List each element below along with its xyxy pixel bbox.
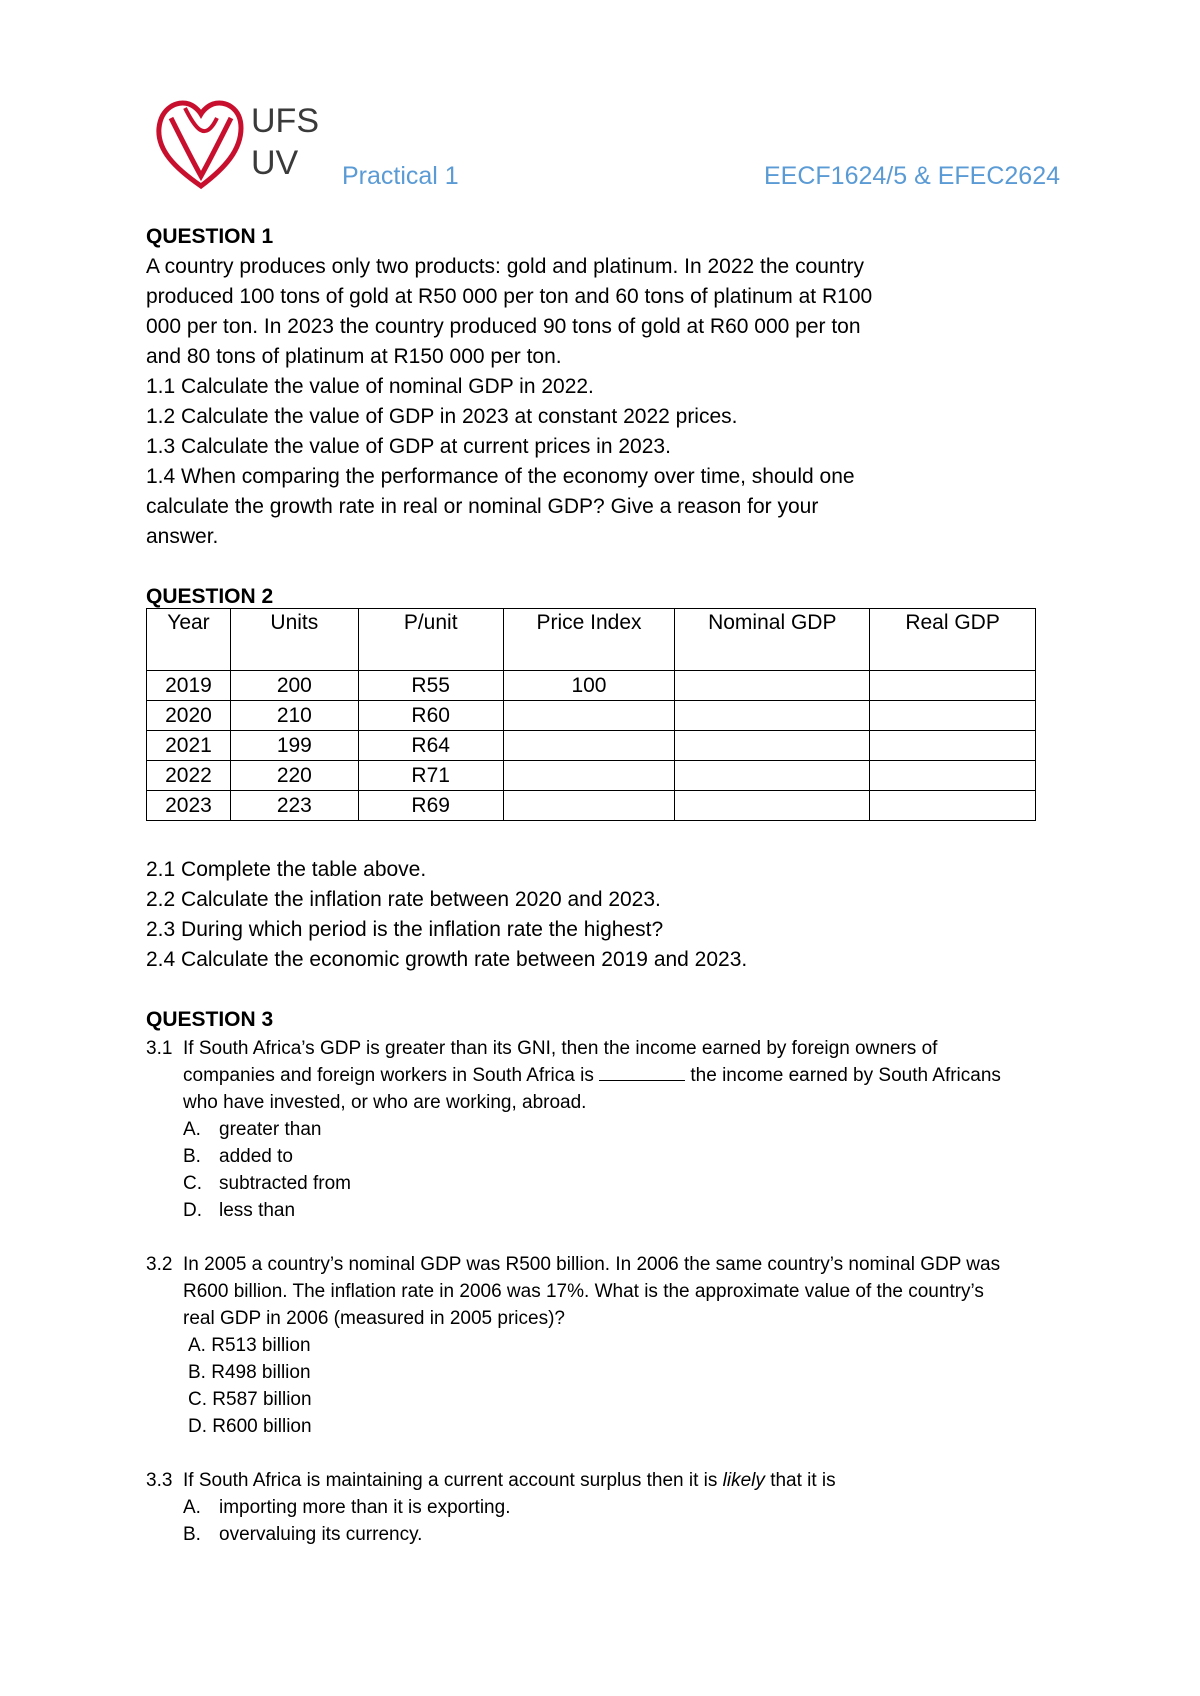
q3-3-text: that it is: [770, 1470, 836, 1491]
q3-3-stem: [146, 1467, 1086, 1494]
q3-1-line: who have invested, or who are working, abroad.: [183, 1092, 587, 1113]
table-cell: 2022: [147, 761, 231, 791]
q1-item-1-3: 1.3 Calculate the value of GDP at current prices in 2023.: [146, 435, 671, 458]
column-header-price-index: Price Index: [503, 609, 675, 671]
q1-intro-line: and 80 tons of platinum at R150 000 per ton.: [146, 345, 562, 368]
q3-2-option-d: D. R600 billion: [188, 1416, 312, 1437]
table-row: [147, 671, 1036, 701]
column-header-year: Year: [147, 609, 231, 671]
logo-text-ufs: UFS: [251, 102, 319, 140]
option-text: greater than: [219, 1119, 322, 1140]
question-2-heading: QUESTION 2: [146, 585, 274, 608]
table-header-row: [147, 609, 1036, 671]
q3-1-text: companies and foreign workers in South Africa is: [183, 1065, 594, 1086]
table-cell: 200: [230, 671, 358, 701]
option-text: added to: [219, 1146, 293, 1167]
q1-item-1-4-cont: answer.: [146, 525, 219, 548]
q3-2-option-c: C. R587 billion: [188, 1389, 312, 1410]
q1-intro-line: produced 100 tons of gold at R50 000 per ton and 60 tons of platinum at R100: [146, 285, 873, 308]
logo-text-uv: UV: [251, 144, 299, 182]
q3-3-option-b: [146, 1521, 1086, 1548]
option-letter: A.: [183, 1497, 201, 1518]
table-cell: R55: [358, 671, 503, 701]
answer-blank: [599, 1062, 685, 1081]
table-row: [147, 701, 1036, 731]
table-cell: [675, 701, 870, 731]
table-cell: 2020: [147, 701, 231, 731]
option-letter: A.: [183, 1119, 201, 1140]
option-letter: C.: [183, 1173, 202, 1194]
table-row: [147, 791, 1036, 821]
table-cell: [503, 791, 675, 821]
table-cell: [675, 731, 870, 761]
question-1-section: [146, 222, 1066, 612]
q2-item-2-1: 2.1 Complete the table above.: [146, 858, 427, 881]
table-cell: [870, 761, 1036, 791]
ufs-uv-logo: [155, 98, 335, 190]
option-text: less than: [219, 1200, 296, 1221]
q3-2-line: real GDP in 2006 (measured in 2005 prices)?: [183, 1308, 565, 1329]
table-cell: [870, 791, 1036, 821]
q3-3-text: If South Africa is maintaining a current account surplus then it is: [183, 1470, 718, 1491]
table-cell: 2019: [147, 671, 231, 701]
table-cell: 199: [230, 731, 358, 761]
q3-1-option-b: [146, 1143, 1086, 1170]
q1-item-1-4: 1.4 When comparing the performance of the economy over time, should one: [146, 465, 855, 488]
question-3-heading: QUESTION 3: [146, 1008, 274, 1031]
q3-2-line: In 2005 a country’s nominal GDP was R500 billion. In 2006 the same country’s nominal GDP was: [183, 1254, 1001, 1275]
q3-1-option-d: [146, 1197, 1086, 1224]
q2-item-2-2: 2.2 Calculate the inflation rate between 2020 and 2023.: [146, 888, 661, 911]
q3-2-line: R600 billion. The inflation rate in 2006 was 17%. What is the approximate value of the country’s: [183, 1281, 984, 1302]
q3-1-line: [183, 1062, 1086, 1089]
table-cell: 2023: [147, 791, 231, 821]
column-header-real-gdp: Real GDP: [870, 609, 1036, 671]
q1-item-1-1: 1.1 Calculate the value of nominal GDP in 2022.: [146, 375, 594, 398]
table-cell: 100: [503, 671, 675, 701]
option-text: overvaluing its currency.: [219, 1524, 423, 1545]
q3-3-option-a: [146, 1494, 1086, 1521]
q3-2-option-a: A. R513 billion: [188, 1335, 311, 1356]
q3-1-option-c: [146, 1170, 1086, 1197]
q3-3-number: 3.3: [146, 1470, 173, 1491]
q3-3-italic-text: likely: [722, 1470, 765, 1491]
table-cell: [503, 731, 675, 761]
heart-emblem-icon: [159, 103, 241, 186]
question-2-table: [146, 608, 1036, 821]
question-3-section: [146, 1005, 1086, 1548]
q3-1-number: 3.1: [146, 1038, 173, 1059]
table-cell: 223: [230, 791, 358, 821]
option-text: importing more than it is exporting.: [219, 1497, 511, 1518]
table-cell: [675, 671, 870, 701]
table-row: [147, 761, 1036, 791]
q3-1-stem: [146, 1035, 1086, 1116]
table-cell: 220: [230, 761, 358, 791]
q3-1-option-a: [146, 1116, 1086, 1143]
table-cell: [503, 701, 675, 731]
table-cell: [870, 731, 1036, 761]
q1-item-1-2: 1.2 Calculate the value of GDP in 2023 at constant 2022 prices.: [146, 405, 738, 428]
column-header-units: Units: [230, 609, 358, 671]
q3-2-stem: [146, 1251, 1086, 1332]
table-cell: [870, 671, 1036, 701]
q3-1-text: the income earned by South Africans: [690, 1065, 1001, 1086]
table-cell: R60: [358, 701, 503, 731]
column-header-nominal-gdp: Nominal GDP: [675, 609, 870, 671]
option-letter: D.: [183, 1200, 202, 1221]
q3-2-option-b: B. R498 billion: [188, 1362, 311, 1383]
table-cell: [675, 791, 870, 821]
q2-item-2-4: 2.4 Calculate the economic growth rate between 2019 and 2023.: [146, 948, 748, 971]
table-cell: [870, 701, 1036, 731]
table-cell: 2021: [147, 731, 231, 761]
question-1-heading: QUESTION 1: [146, 225, 274, 248]
option-letter: B.: [183, 1524, 201, 1545]
table-cell: R69: [358, 791, 503, 821]
table-row: [147, 731, 1036, 761]
table-cell: 210: [230, 701, 358, 731]
table-cell: R64: [358, 731, 503, 761]
option-letter: B.: [183, 1146, 201, 1167]
q1-item-1-4-cont: calculate the growth rate in real or nominal GDP? Give a reason for your: [146, 495, 819, 518]
column-header-price-per-unit: P/unit: [358, 609, 503, 671]
question-2-items: [146, 855, 1066, 975]
course-codes: EECF1624/5 & EFEC2624: [764, 162, 1060, 190]
table-cell: [675, 761, 870, 791]
option-text: subtracted from: [219, 1173, 351, 1194]
q1-intro-line: 000 per ton. In 2023 the country produced 90 tons of gold at R60 000 per ton: [146, 315, 861, 338]
q2-item-2-3: 2.3 During which period is the inflation rate the highest?: [146, 918, 664, 941]
q3-1-line: If South Africa’s GDP is greater than its GNI, then the income earned by foreign owners of: [183, 1038, 938, 1059]
table-cell: [503, 761, 675, 791]
table-cell: R71: [358, 761, 503, 791]
document-title: Practical 1: [342, 162, 459, 190]
q3-2-number: 3.2: [146, 1254, 173, 1275]
q1-intro-line: A country produces only two products: gold and platinum. In 2022 the country: [146, 255, 864, 278]
